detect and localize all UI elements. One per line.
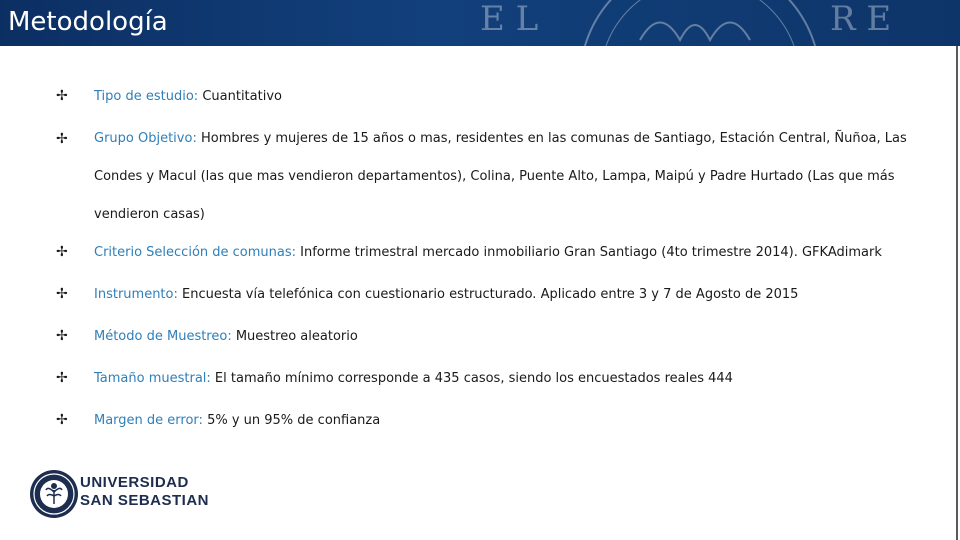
list-item-tipo (56, 86, 936, 107)
list-item-criterio (56, 242, 936, 263)
item-text: Informe trimestral mercado inmobiliario Gran Santiago (4to trimestre 2014). GFKAdimark (296, 245, 882, 260)
page-title: Metodología (8, 7, 168, 37)
item-text: Cuantitativo (198, 89, 282, 104)
list-item-instrumento (56, 284, 936, 305)
bullet-icon: ✢ (56, 88, 68, 104)
list-item-grupo (56, 120, 936, 234)
item-label: Tipo de estudio: (94, 89, 199, 104)
list-item-margen (56, 410, 936, 431)
bullet-icon: ✢ (56, 412, 68, 428)
list-item-tamano (56, 368, 936, 389)
bullet-icon: ✢ (56, 131, 68, 147)
bullet-icon: ✢ (56, 286, 68, 302)
bullet-icon: ✢ (56, 244, 68, 260)
logo-line-san-sebastian: SAN SEBASTIAN (80, 492, 210, 509)
logo-line-universidad: UNIVERSIDAD (80, 474, 189, 491)
bullet-icon: ✢ (56, 370, 68, 386)
title-bar (0, 0, 960, 46)
item-text: Hombres y mujeres de 15 años o mas, residentes en las comunas de Santiago, Estación Central, Ñuñoa, Las Condes y Macul (las que mas vendieron departamentos), Colina, Puente Alto, Lampa, Maipú y Padre Hurtado (Las que más vendieron casas) (94, 131, 907, 222)
item-label: Tamaño muestral: (94, 371, 211, 386)
methodology-list (56, 86, 936, 452)
crest-watermark-icon (440, 0, 960, 46)
item-label: Instrumento: (94, 287, 178, 302)
university-logo (28, 468, 228, 522)
item-label: Criterio Selección de comunas: (94, 245, 297, 260)
bullet-icon: ✢ (56, 328, 68, 344)
logo-wordmark (80, 474, 209, 510)
svg-text:R E: R E (830, 0, 892, 39)
item-text: 5% y un 95% de confianza (202, 413, 381, 428)
university-seal-icon (28, 468, 80, 520)
item-text: Encuesta vía telefónica con cuestionario estructurado. Aplicado entre 3 y 7 de Agosto de 2015 (177, 287, 799, 302)
item-text: El tamaño mínimo corresponde a 435 casos, siendo los encuestados reales 444 (210, 371, 733, 386)
item-text: Muestreo aleatorio (231, 329, 358, 344)
item-label: Grupo Objetivo: (94, 131, 197, 146)
list-item-metodo (56, 326, 936, 347)
right-divider (956, 46, 958, 540)
item-label: Margen de error: (94, 413, 203, 428)
svg-text:E L: E L (480, 0, 539, 39)
item-label: Método de Muestreo: (94, 329, 232, 344)
